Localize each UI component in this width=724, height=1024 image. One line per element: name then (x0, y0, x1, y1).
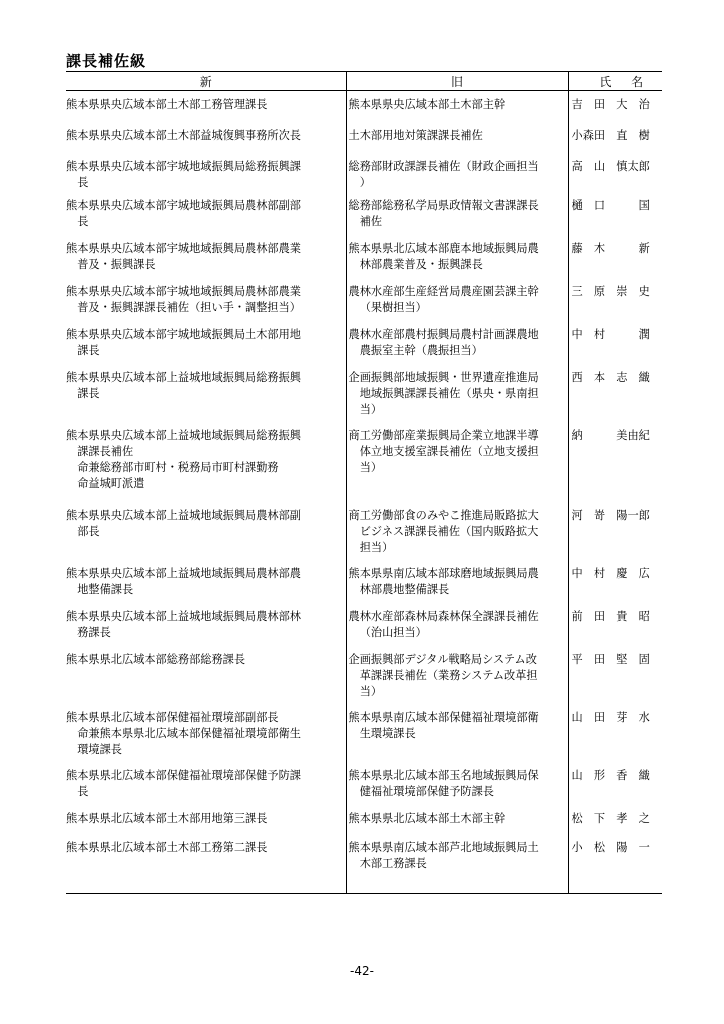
new-position-line: 熊本県県央広域本部宇城地域振興局農林部農業 (66, 284, 301, 298)
new-position-line: 熊本県県央広域本部宇城地域振興局総務振興課 (66, 159, 301, 173)
table-row (66, 502, 662, 560)
old-position-line: 企画振興部地域振興・世界遺産推進局 (348, 370, 539, 384)
new-cell (66, 805, 346, 834)
person-name: 小 松 陽 一 (571, 840, 650, 854)
new-cell (66, 646, 346, 704)
old-cell (346, 646, 568, 704)
new-cell (66, 560, 346, 603)
new-position-line: 熊本県県北広域本部総務部総務課長 (66, 652, 246, 666)
page-number: -42- (350, 964, 374, 978)
new-position-line: 熊本県県北広域本部保健福祉環境部保健予防課 (66, 768, 301, 782)
person-name: 前 田 貴 昭 (571, 609, 650, 623)
new-position-line: 普及・振興課課長補佐（担い手・調整担当） (77, 300, 301, 314)
new-position-line: 熊本県県央広域本部宇城地域振興局農林部農業 (66, 241, 301, 255)
person-name: 納 美由紀 (571, 428, 650, 442)
new-cell (66, 502, 346, 560)
person-name: 山 田 芽 水 (571, 710, 650, 724)
person-name: 中 村 潤 (571, 327, 650, 341)
new-cell (66, 153, 346, 192)
table-row (66, 192, 662, 235)
new-position-line: 長 (77, 175, 89, 189)
old-position-line: 熊本県県南広域本部球磨地域振興局農 (348, 566, 539, 580)
old-cell (346, 603, 568, 646)
new-position-line: 熊本県県央広域本部土木部工務管理課長 (66, 98, 268, 111)
table-row (66, 762, 662, 805)
name-cell (568, 91, 662, 122)
name-cell (568, 762, 662, 805)
header-new: 新 (66, 72, 346, 91)
old-cell (346, 560, 568, 603)
name-cell (568, 122, 662, 153)
person-name: 高 山 慎太郎 (571, 159, 650, 173)
table-row (66, 91, 662, 122)
name-cell (568, 646, 662, 704)
name-cell (568, 192, 662, 235)
old-cell (346, 192, 568, 235)
new-position-line: 熊本県県央広域本部上益城地域振興局農林部農 (66, 566, 301, 580)
new-position-line: 熊本県県央広域本部上益城地域振興局農林部副 (66, 508, 301, 522)
person-name: 河 嵜 陽一郎 (571, 508, 650, 522)
new-position-line: 環境課長 (77, 742, 122, 756)
table-row (66, 278, 662, 321)
old-position-line: 健福祉環境部保健予防課長 (359, 784, 494, 798)
header-name: 氏 名 (568, 72, 662, 91)
old-cell (346, 834, 568, 894)
old-position-line: 当） (359, 460, 383, 474)
personnel-table (66, 71, 662, 894)
new-cell (66, 192, 346, 235)
name-cell (568, 422, 662, 502)
person-name: 平 田 堅 固 (571, 652, 650, 666)
old-position-line: 総務部総務私学局県政情報文書課課長 (348, 198, 539, 212)
table-row (66, 646, 662, 704)
old-position-line: 林部農地整備課長 (359, 582, 450, 596)
old-cell (346, 122, 568, 153)
old-cell (346, 364, 568, 422)
table-row (66, 235, 662, 278)
header-old: 旧 (346, 72, 568, 91)
old-position-line: 商工労働部食のみやこ推進局販路拡大 (348, 508, 539, 522)
new-position-line: 熊本県県央広域本部土木部益城復興事務所次長 (66, 128, 301, 142)
new-position-line: 普及・振興課長 (77, 257, 156, 271)
old-position-line: 総務部財政課課長補佐（財政企画担当 (348, 159, 539, 173)
old-position-line: 林部農業普及・振興課長 (359, 257, 483, 271)
old-position-line: 担当） (359, 540, 394, 554)
table-body (66, 91, 662, 894)
old-position-line: 体立地支援室課長補佐（立地支援担 (359, 444, 539, 458)
name-cell (568, 704, 662, 762)
old-cell (346, 422, 568, 502)
new-position-line: 命兼熊本県県北広域本部保健福祉環境部衛生 (77, 726, 301, 740)
old-position-line: 土木部用地対策課課長補佐 (348, 128, 483, 142)
new-cell (66, 235, 346, 278)
person-name: 藤 木 新 (571, 241, 650, 255)
old-cell (346, 502, 568, 560)
old-position-line: 当） (359, 684, 383, 698)
old-position-line: 熊本県県央広域本部土木部主幹 (348, 98, 506, 111)
new-cell (66, 321, 346, 364)
old-position-line: ビジネス課課長補佐（国内販路拡大 (359, 524, 539, 538)
new-position-line: 熊本県県央広域本部宇城地域振興局農林部副部 (66, 198, 301, 212)
new-position-line: 長 (77, 214, 89, 228)
old-cell (346, 321, 568, 364)
new-position-line: 命兼総務部市町村・税務局市町村課勤務 (77, 460, 279, 474)
old-cell (346, 704, 568, 762)
new-position-line: 課課長補佐 (77, 444, 134, 458)
new-position-line: 熊本県県北広域本部土木部用地第三課長 (66, 811, 268, 825)
name-cell (568, 560, 662, 603)
new-cell (66, 762, 346, 805)
old-position-line: 熊本県県南広域本部保健福祉環境部衛 (348, 710, 539, 724)
old-cell (346, 278, 568, 321)
new-cell (66, 603, 346, 646)
old-position-line: 農林水産部生産経営局農産園芸課主幹 (348, 284, 539, 298)
person-name: 西 本 志 織 (571, 370, 650, 384)
new-position-line: 部長 (77, 524, 100, 538)
old-cell (346, 762, 568, 805)
page-title: 課長補佐級 (66, 52, 147, 70)
old-position-line: 地域振興課課長補佐（県央・県南担 (359, 386, 539, 400)
old-cell (346, 91, 568, 122)
person-name: 中 村 慶 広 (571, 566, 650, 580)
new-position-line: 長 (77, 784, 89, 798)
new-position-line: 課長 (77, 343, 100, 357)
person-name: 三 原 崇 史 (571, 284, 650, 298)
new-cell (66, 364, 346, 422)
new-position-line: 命益城町派遣 (77, 476, 145, 490)
old-position-line: 当） (359, 402, 383, 416)
new-cell (66, 704, 346, 762)
table-row (66, 321, 662, 364)
old-position-line: 商工労働部産業振興局企業立地課半導 (348, 428, 539, 442)
person-name: 吉 田 大 治 (571, 98, 650, 111)
table-row (66, 122, 662, 153)
new-cell (66, 122, 346, 153)
new-position-line: 熊本県県央広域本部宇城地域振興局土木部用地 (66, 327, 301, 341)
name-cell (568, 235, 662, 278)
name-cell (568, 502, 662, 560)
old-position-line: 農林水産部森林局森林保全課課長補佐 (348, 609, 539, 623)
table-row (66, 603, 662, 646)
new-position-line: 熊本県県北広域本部土木部工務第二課長 (66, 840, 268, 854)
person-name: 山 形 香 織 (571, 768, 650, 782)
new-cell (66, 278, 346, 321)
table-row (66, 704, 662, 762)
table-row (66, 422, 662, 502)
new-position-line: 務課長 (77, 625, 111, 639)
new-cell (66, 91, 346, 122)
table-row (66, 560, 662, 603)
name-cell (568, 278, 662, 321)
old-position-line: 補佐 (359, 214, 383, 228)
old-cell (346, 805, 568, 834)
new-position-line: 熊本県県央広域本部上益城地域振興局農林部林 (66, 609, 301, 623)
old-cell (346, 153, 568, 192)
new-position-line: 課長 (77, 386, 100, 400)
old-position-line: 農林水産部農村振興局農村計画課農地 (348, 327, 539, 341)
old-position-line: 熊本県県北広域本部玉名地域振興局保 (348, 768, 539, 782)
new-position-line: 熊本県県北広域本部保健福祉環境部副部長 (66, 710, 279, 724)
old-position-line: （治山担当） (359, 625, 427, 639)
new-position-line: 熊本県県央広域本部上益城地域振興局総務振興 (66, 428, 301, 442)
table-row (66, 153, 662, 192)
table-header-row (66, 72, 662, 91)
new-position-line: 地整備課長 (77, 582, 134, 596)
person-name: 小森田 直 樹 (571, 128, 650, 142)
person-name: 松 下 孝 之 (571, 811, 650, 825)
name-cell (568, 153, 662, 192)
old-position-line: 熊本県県北広域本部土木部主幹 (348, 811, 506, 825)
old-position-line: 企画振興部デジタル戦略局システム改 (348, 652, 537, 666)
table-row (66, 805, 662, 834)
old-position-line: 熊本県県北広域本部鹿本地域振興局農 (348, 241, 539, 255)
name-cell (568, 364, 662, 422)
old-cell (346, 235, 568, 278)
new-cell (66, 834, 346, 894)
old-position-line: （果樹担当） (359, 300, 427, 314)
table-row (66, 364, 662, 422)
new-cell (66, 422, 346, 502)
name-cell (568, 834, 662, 894)
old-position-line: 農振室主幹（農振担当） (359, 343, 483, 357)
name-cell (568, 805, 662, 834)
old-position-line: 木部工務課長 (359, 856, 427, 870)
table-row (66, 834, 662, 894)
old-position-line: 生環境課長 (359, 726, 416, 740)
person-name: 樋 口 国 (571, 198, 650, 212)
old-position-line: 熊本県県南広域本部芦北地域振興局土 (348, 840, 539, 854)
name-cell (568, 321, 662, 364)
name-cell (568, 603, 662, 646)
old-position-line: ） (359, 175, 371, 189)
old-position-line: 革課課長補佐（業務システム改革担 (359, 668, 538, 682)
new-position-line: 熊本県県央広域本部上益城地域振興局総務振興 (66, 370, 301, 384)
